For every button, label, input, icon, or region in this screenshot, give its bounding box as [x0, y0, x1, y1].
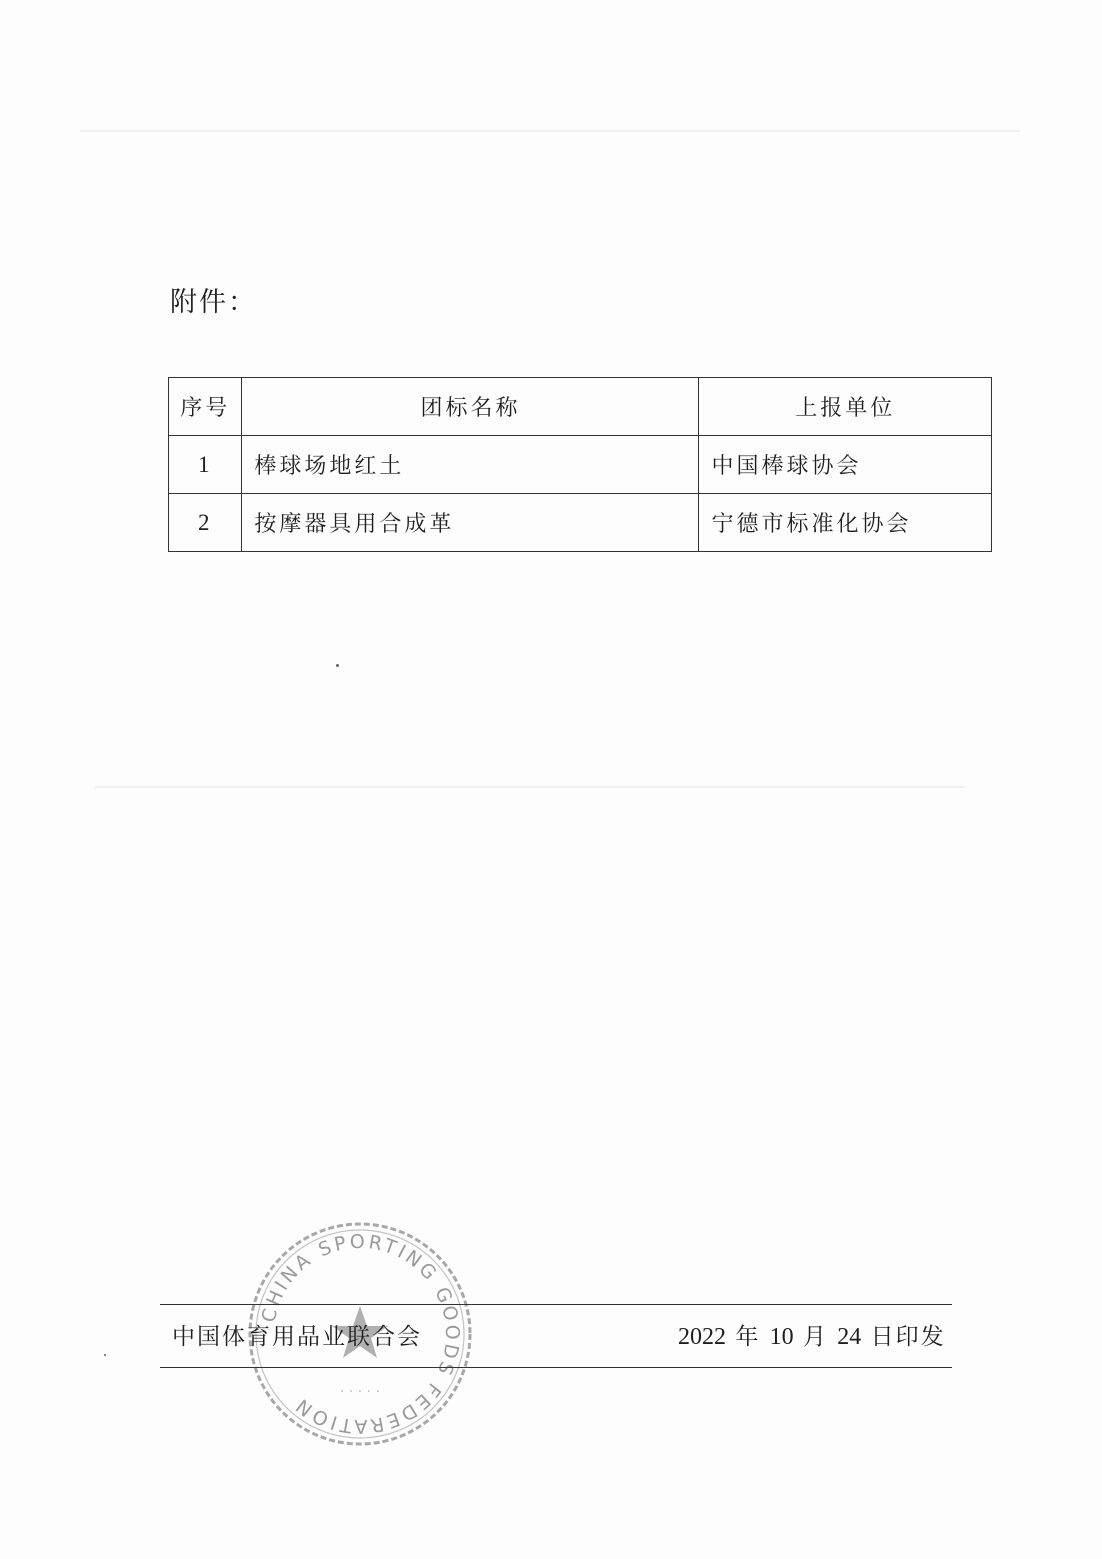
issue-day: 24	[837, 1324, 862, 1350]
table-row	[169, 494, 992, 552]
footer-bottom-rule	[160, 1367, 952, 1368]
day-suffix: 日印发	[870, 1324, 946, 1350]
appendix-table	[168, 377, 992, 552]
table-row	[169, 436, 992, 494]
year-suffix: 年	[735, 1324, 761, 1350]
issue-year: 2022	[678, 1324, 726, 1350]
attachment-label: 附件：	[170, 287, 257, 318]
column-header-standard-name: 团标名称	[242, 378, 699, 436]
month-suffix: 月	[802, 1324, 828, 1350]
footer-top-rule	[160, 1304, 952, 1305]
scan-speck	[104, 1354, 106, 1356]
standard-name: 棒球场地红土	[242, 436, 699, 494]
column-header-number: 序号	[169, 378, 242, 436]
reporting-unit: 中国棒球协会	[699, 436, 992, 494]
issue-date	[678, 1318, 946, 1351]
row-number: 1	[169, 436, 242, 494]
row-number: 2	[169, 494, 242, 552]
column-header-reporting-unit: 上报单位	[699, 378, 992, 436]
reporting-unit: 宁德市标准化协会	[699, 494, 992, 552]
issuing-organization: 中国体育用品业联合会	[172, 1324, 422, 1350]
table-header-row	[169, 378, 992, 436]
svg-text:· · · · ·: · · · · ·	[339, 1384, 381, 1400]
scan-artifact-line	[80, 130, 1020, 132]
scan-speck	[336, 664, 339, 667]
svg-text:CHINA SPORTING GOODS FEDERATIO: CHINA SPORTING GOODS FEDERATION	[257, 1230, 464, 1438]
scan-artifact-line	[95, 786, 965, 788]
standard-name: 按摩器具用合成革	[242, 494, 699, 552]
issue-month: 10	[769, 1324, 794, 1350]
